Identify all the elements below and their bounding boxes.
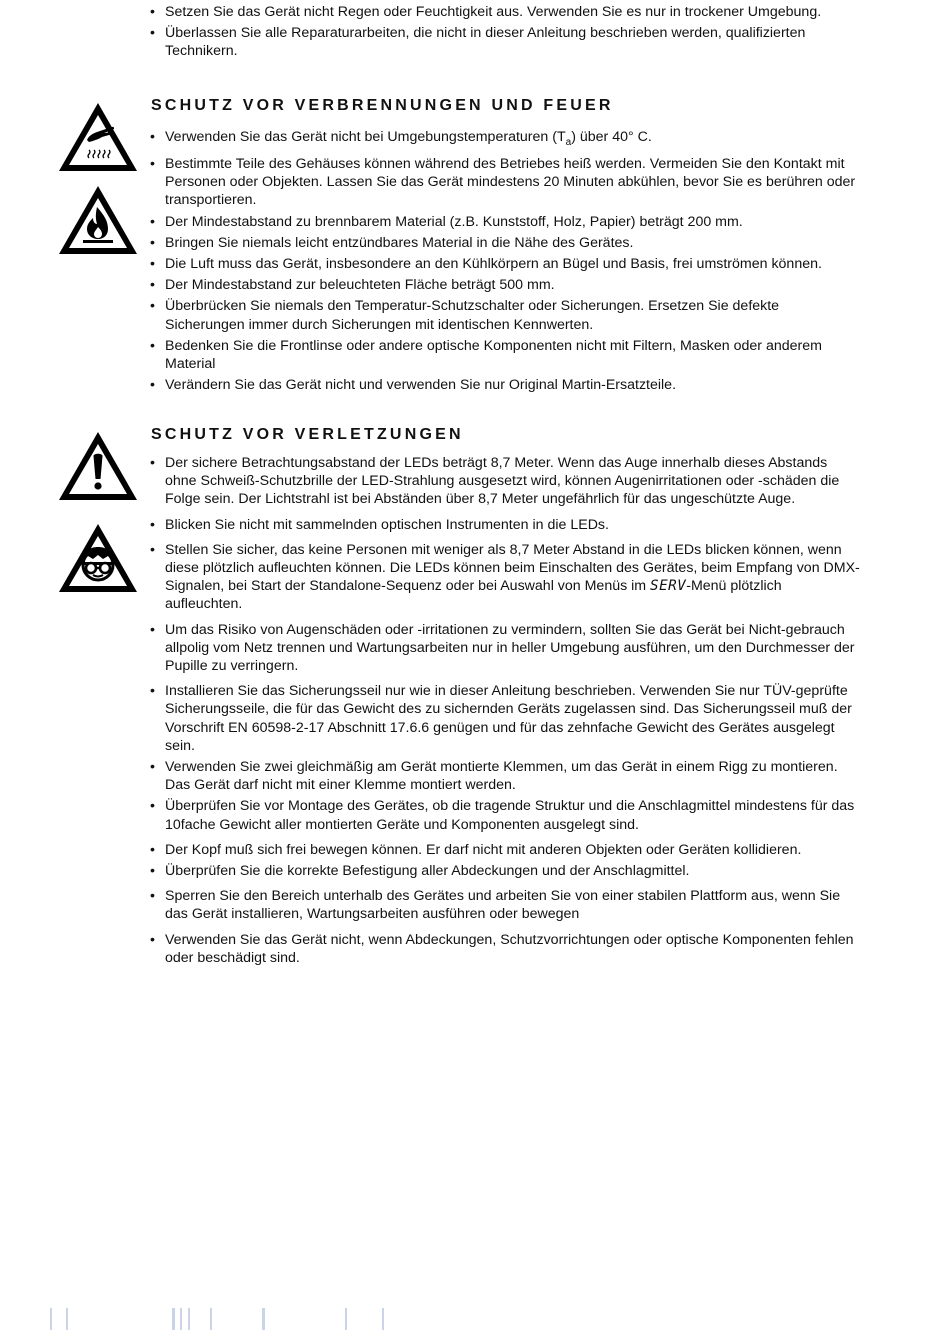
burn-list (150, 128, 862, 397)
section-title-injury: SCHUTZ VOR VERLETZUNGEN (151, 426, 464, 443)
list-item: • Um das Risiko von Augenschäden oder -irritationen zu vermindern, sollten Sie das Gerät bei Nicht-gebrauch allpolig vom Netz trennen und Wartungsarbeiten nur in heller Umgebung ausführen, um den Durchmesser der Pupille zu verringern. (150, 621, 862, 676)
list-item: • Bedenken Sie die Frontlinse oder andere optische Komponenten nicht mit Filtern, Masken oder anderem Material (150, 337, 862, 373)
list-item: • Setzen Sie das Gerät nicht Regen oder Feuchtigkeit aus. Verwenden Sie es nur in trockener Umgebung. (150, 3, 862, 21)
list-item: • Überlassen Sie alle Reparaturarbeiten, die nicht in dieser Anleitung beschrieben werden, qualifizierten Technikern. (150, 24, 862, 60)
footer-decoration (0, 1308, 950, 1333)
list-item: • Verwenden Sie das Gerät nicht, wenn Abdeckungen, Schutzvorrichtungen oder optische Komponenten fehlen oder beschädigt sind. (150, 931, 862, 967)
list-item: • Der Mindestabstand zu brennbarem Material (z.B. Kunststoff, Holz, Papier) beträgt 200 mm. (150, 213, 862, 231)
list-item: • Überbrücken Sie niemals den Temperatur-Schutzschalter oder Sicherungen. Ersetzen Sie defekte Sicherungen immer durch Sicherungen mit identischen Kennwerten. (150, 297, 862, 333)
exclamation-warning-icon (56, 429, 140, 503)
list-item: • Der Kopf muß sich frei bewegen können. Er darf nicht mit anderen Objekten oder Geräten kollidieren. (150, 841, 862, 859)
injury-list (150, 454, 862, 970)
serv-menu-code: SERV (650, 578, 687, 595)
list-item: • Bringen Sie niemals leicht entzündbares Material in die Nähe des Gerätes. (150, 234, 862, 252)
list-item: • Blicken Sie nicht mit sammelnden optischen Instrumenten in die LEDs. (150, 516, 862, 534)
list-item: • Installieren Sie das Sicherungsseil nur wie in dieser Anleitung beschrieben. Verwenden Sie nur TÜV-geprüfte Sicherungsseile, die für das Gewicht des zu sichernden Geräts zugelassen sind. Das Sicherungsseil muß der Vorschrift EN 60598-2-17 Abschnitt 17.6.6 genügen und für das zehnfache Gewicht des Gerätes ausgelegt sein. (150, 682, 862, 755)
hot-surface-icon (56, 100, 140, 174)
list-item: • Stellen Sie sicher, das keine Personen mit weniger als 8,7 Meter Abstand in die LEDs blicken können, wenn diese plötzlich aufleuchten können. Die LEDs können beim Einschalten des Gerätes, beim Empfang von DMX-Signalen, bei Start der Standalone-Sequenz oder bei Auswahl von Menüs im SERV-Menü plötzlich aufleuchten. (150, 541, 862, 614)
list-item: • Verwenden Sie zwei gleichmäßig am Gerät montierte Klemmen, um das Gerät in einem Rigg zu montieren. Das Gerät darf nicht mit einer Klemme montiert werden. (150, 758, 862, 794)
list-item: • Verändern Sie das Gerät nicht und verwenden Sie nur Original Martin-Ersatzteile. (150, 376, 862, 394)
section-title-burn: SCHUTZ VOR VERBRENNUNGEN UND FEUER (151, 97, 614, 114)
list-item: • Der sichere Betrachtungsabstand der LEDs beträgt 8,7 Meter. Wenn das Auge innerhalb dieses Abstands ohne Schweiß-Schutzbrille der LED-Strahlung ausgesetzt wird, können Augenirritationen oder -schäden die Folge sein. Der Lichtstrahl ist bei Abständen über 8,7 Meter ungefährlich für das ungeschützte Auge. (150, 454, 862, 509)
list-item: • Der Mindestabstand zur beleuchteten Fläche beträgt 500 mm. (150, 276, 862, 294)
intro-list (150, 3, 862, 64)
list-item: • Die Luft muss das Gerät, insbesondere an den Kühlkörpern an Bügel und Basis, frei umströmen können. (150, 255, 862, 273)
list-item: • Überprüfen Sie die korrekte Befestigung aller Abdeckungen und der Anschlagmittel. (150, 862, 862, 880)
fire-icon (56, 183, 140, 257)
list-item: • Bestimmte Teile des Gehäuses können während des Betriebes heiß werden. Vermeiden Sie den Kontakt mit Personen oder Objekten. Lassen Sie das Gerät mindestens 20 Minuten abkühlen, bevor Sie es berühren oder transportieren. (150, 155, 862, 210)
list-item: • Verwenden Sie das Gerät nicht bei Umgebungstemperaturen $(T_a)$ über 40° C. (150, 128, 862, 152)
list-item: • Sperren Sie den Bereich unterhalb des Gerätes und arbeiten Sie von einer stabilen Plattform aus, wenn Sie das Gerät installieren, Wartungsarbeiten ausführen oder bewegen (150, 887, 862, 923)
safety-goggles-icon (56, 521, 140, 595)
list-item: • Überprüfen Sie vor Montage des Gerätes, ob die tragende Struktur und die Anschlagmittel mindestens für das 10fache Gewicht aller montierten Geräte und Komponenten ausgelegt sind. (150, 797, 862, 833)
